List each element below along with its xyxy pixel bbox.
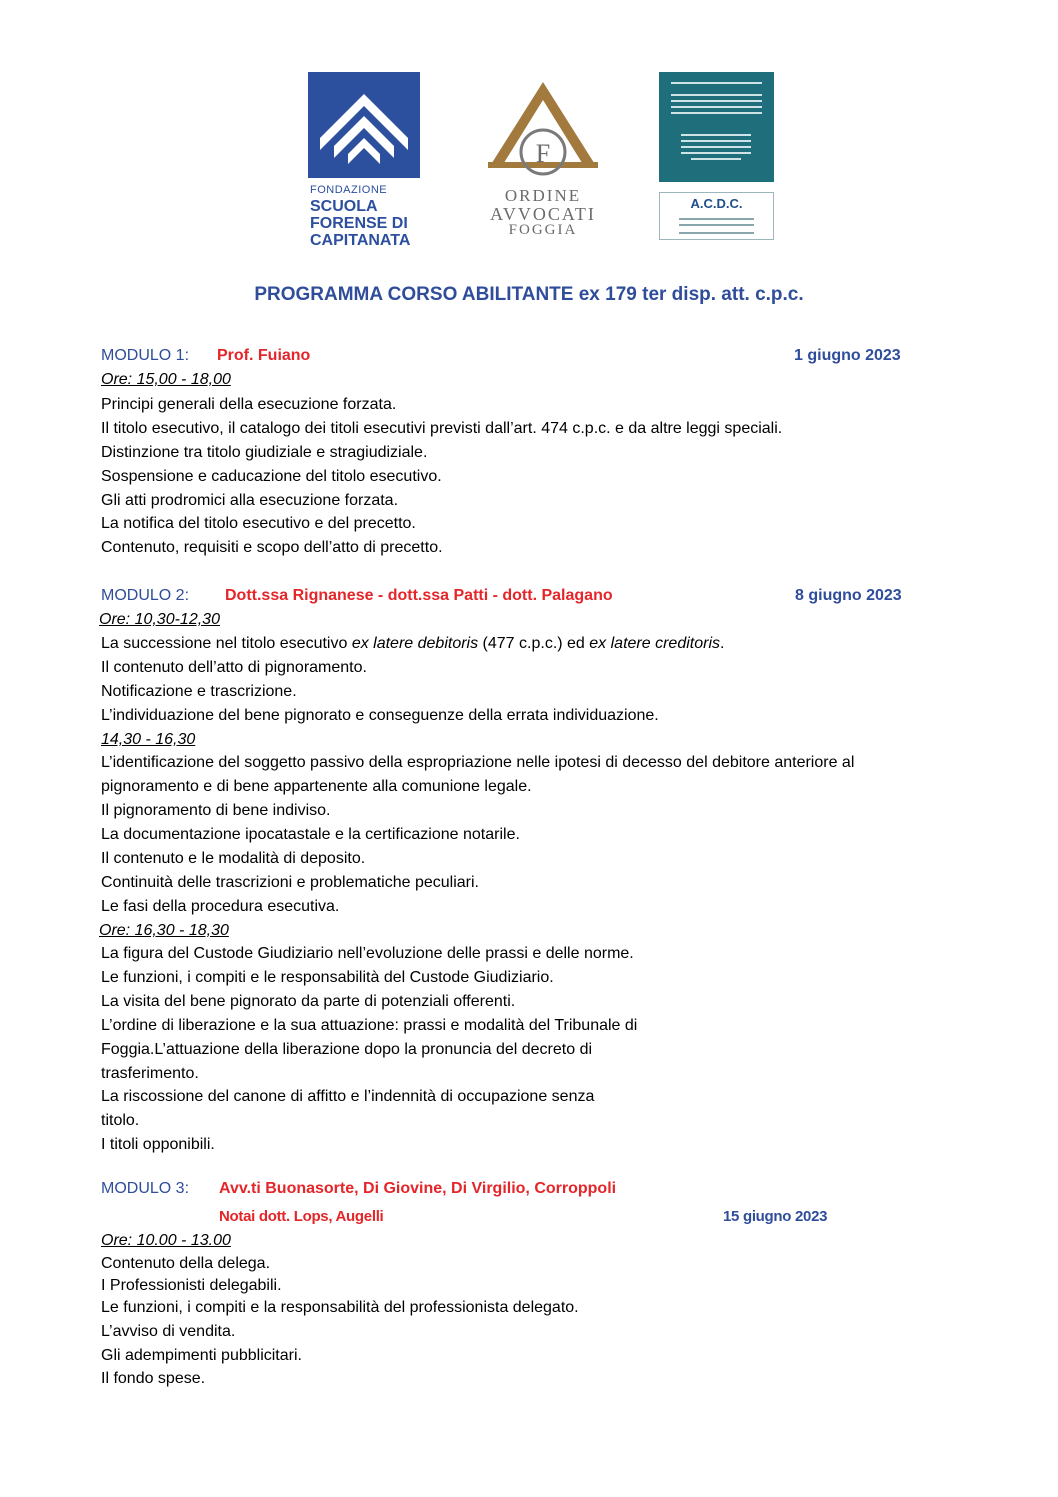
module-1-hours: Ore: 15,00 - 18,00 (101, 371, 231, 388)
module-3-item: Le funzioni, i compiti e la responsabilità del professionista delegato. (101, 1299, 579, 1316)
text-span: . (720, 635, 725, 652)
module-1-item: Il titolo esecutivo, il catalogo dei titoli esecutivi previsti dall’art. 474 c.p.c. e da altre leggi speciali. (101, 420, 783, 437)
module-2-item: L’individuazione del bene pignorato e conseguenze della errata individuazione. (101, 707, 659, 724)
module-2-item: trasferimento. (101, 1065, 199, 1082)
module-2-item-first (101, 635, 724, 653)
module-3-item: I Professionisti delegabili. (101, 1277, 282, 1294)
module-2-item: La documentazione ipocatastale e la certificazione notarile. (101, 826, 520, 843)
module-2-item: Notificazione e trascrizione. (101, 683, 297, 700)
text-span: La successione nel titolo esecutivo (101, 635, 352, 652)
acdc-logo (659, 72, 774, 240)
logo-scuola-line: CAPITANATA (310, 232, 411, 249)
module-2-item: La visita del bene pignorato da parte di potenziali offerenti. (101, 993, 516, 1010)
logo-scuola-line: FORENSE DI (310, 215, 408, 232)
module-3-item: Il fondo spese. (101, 1370, 206, 1387)
module-2-label: MODULO 2: (101, 587, 190, 604)
module-2-item: La riscossione del canone di affitto e l’indennità di occupazione senza (101, 1088, 595, 1105)
module-3-speakers-notai: Notai dott. Lops, Augelli (219, 1208, 384, 1225)
module-3-speakers: Avv.ti Buonasorte, Di Giovine, Di Virgilio, Corroppoli (219, 1180, 617, 1197)
module-1-speakers: Prof. Fuiano (217, 347, 311, 364)
module-2-item: Continuità delle trascrizioni e problematiche peculiari. (101, 874, 479, 891)
module-3-label: MODULO 3: (101, 1180, 190, 1197)
text-span: (477 c.p.c.) ed (478, 635, 590, 652)
module-1-item: Contenuto, requisiti e scopo dell’atto di precetto. (101, 539, 443, 556)
module-1-item: Principi generali della esecuzione forzata. (101, 396, 397, 413)
module-2-item: pignoramento e di bene appartenente alla comunione legale. (101, 778, 532, 795)
module-2-item: Il pignoramento di bene indiviso. (101, 802, 331, 819)
module-2-item: Le funzioni, i compiti e le responsabilità del Custode Giudiziario. (101, 969, 554, 986)
module-2-hours: Ore: 16,30 - 18,30 (99, 922, 229, 939)
module-1-label: MODULO 1: (101, 347, 190, 364)
module-3-hours: Ore: 10.00 - 13.00 (101, 1232, 231, 1249)
module-1-item: Gli atti prodromici alla esecuzione forzata. (101, 492, 399, 509)
text-italic: ex latere creditoris (589, 635, 720, 652)
logo-ordine-line: AVVOCATI (490, 204, 596, 224)
acdc-logo-name: A.C.D.C. (690, 196, 743, 211)
module-2-date: 8 giugno 2023 (795, 587, 902, 604)
module-2-hours: 14,30 - 16,30 (101, 731, 196, 748)
module-2-item: titolo. (101, 1112, 140, 1129)
module-2-speakers: Dott.ssa Rignanese - dott.ssa Patti - dott. Palagano (225, 587, 613, 604)
module-2-item: Foggia.L’attuazione della liberazione dopo la pronuncia del decreto di (101, 1041, 593, 1058)
module-3-item: Contenuto della delega. (101, 1255, 271, 1272)
document-title: PROGRAMMA CORSO ABILITANTE ex 179 ter disp. att. c.p.c. (254, 284, 804, 305)
logo-ordine-line: ORDINE (504, 186, 582, 205)
module-3-item: L’avviso di vendita. (101, 1323, 236, 1340)
module-1-date: 1 giugno 2023 (794, 347, 901, 364)
module-3-item: Gli adempimenti pubblicitari. (101, 1347, 302, 1364)
module-2-item: Il contenuto e le modalità di deposito. (101, 850, 366, 867)
module-2-item: Il contenuto dell’atto di pignoramento. (101, 659, 367, 676)
text-italic: ex latere debitoris (351, 635, 479, 652)
module-2-item: L’identificazione del soggetto passivo della espropriazione nelle ipotesi di decesso del debitore anteriore al (101, 754, 855, 771)
module-2-item: I titoli opponibili. (101, 1136, 215, 1153)
module-1-item: La notifica del titolo esecutivo e del precetto. (101, 515, 416, 532)
logo-scuola-small: FONDAZIONE (310, 184, 388, 196)
module-1-item: Sospensione e caducazione del titolo esecutivo. (101, 468, 442, 485)
module-3-date: 15 giugno 2023 (723, 1208, 828, 1225)
module-1-item: Distinzione tra titolo giudiziale e stragiudiziale. (101, 444, 428, 461)
logo-ordine-line: FOGGIA (508, 222, 578, 238)
module-2-item: Le fasi della procedura esecutiva. (101, 898, 340, 915)
module-2-item: L’ordine di liberazione e la sua attuazione: prassi e modalità del Tribunale di (101, 1017, 638, 1034)
ordine-avvocati-logo (484, 76, 602, 240)
module-2-item: La figura del Custode Giudiziario nell’evoluzione delle prassi e delle norme. (101, 945, 634, 962)
logo-scuola-line: SCUOLA (310, 198, 378, 215)
svg-text:F: F (535, 139, 551, 168)
module-2-hours: Ore: 10,30-12,30 (99, 611, 220, 628)
scuola-forense-logo (308, 72, 420, 249)
